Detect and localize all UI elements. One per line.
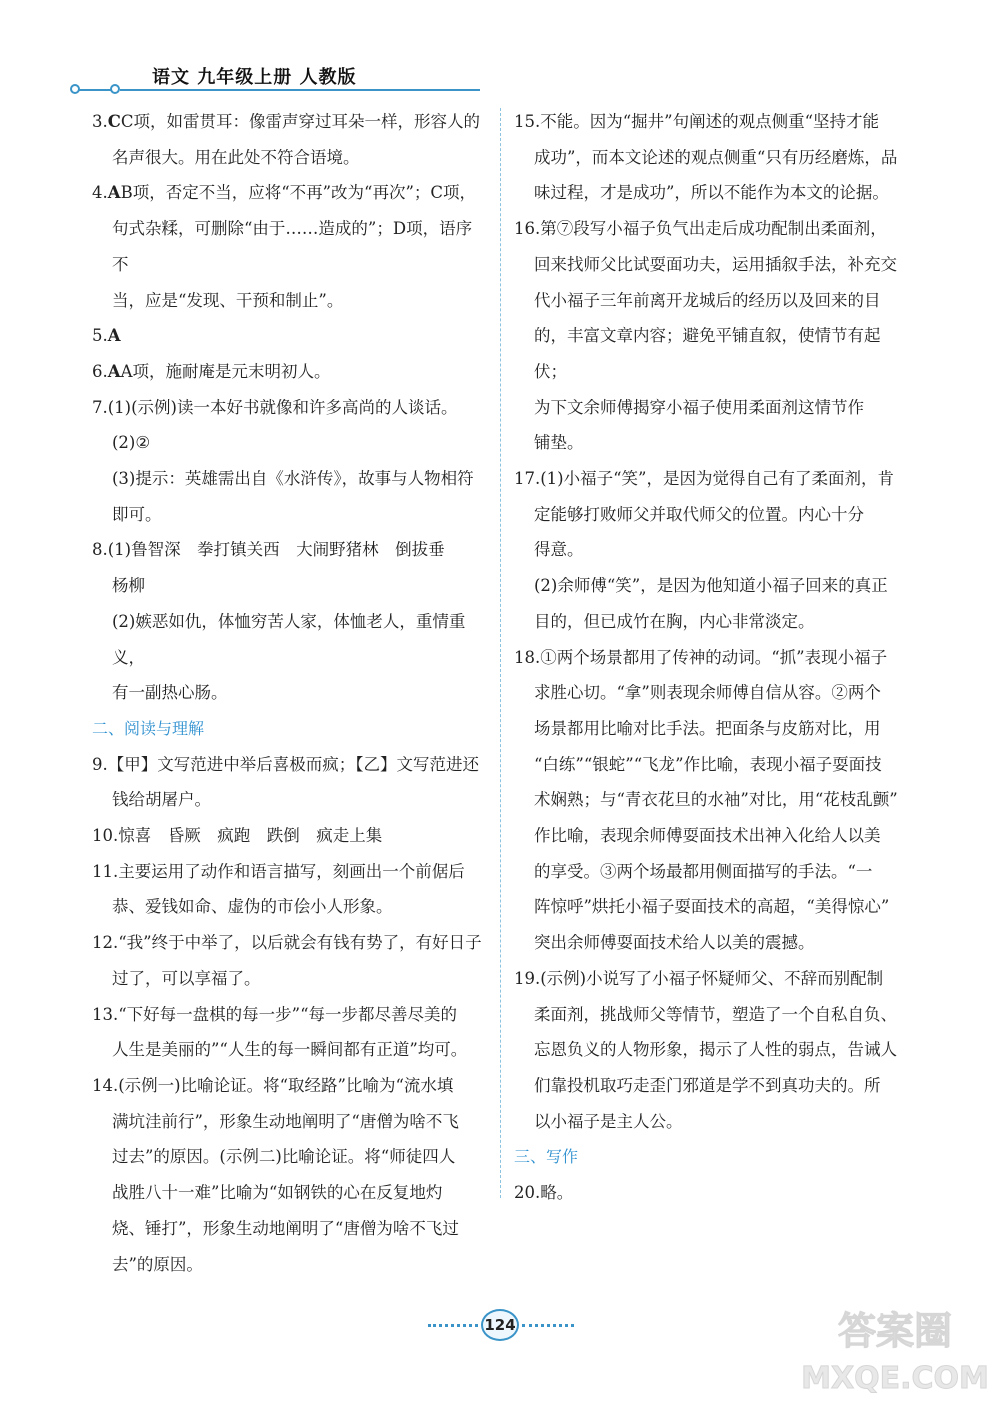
question-number: 10. — [92, 826, 119, 846]
answer-text: 术娴熟；与“青衣花旦的水袖”对比，用“花枝乱颤” — [534, 790, 898, 810]
header-ornament — [70, 84, 80, 94]
watermark-logo — [800, 1300, 990, 1396]
section-heading: 二、阅读与理解 — [92, 718, 205, 738]
question-number: 8. — [92, 540, 108, 560]
question-number: 5. — [92, 326, 108, 346]
answer-text: 代小福子三年前离开龙城后的经历以及回来的目 — [534, 290, 881, 310]
answer-text: 过了，可以享福了。 — [112, 968, 261, 988]
answer-text: (2)嫉恶如仇，体恤穷苦人家，体恤老人，重情重义， — [112, 611, 466, 667]
question-15 — [514, 104, 910, 211]
question-20 — [514, 1175, 910, 1211]
answer-text: 铺垫。 — [534, 433, 584, 453]
answer-text: 名声很大。用在此处不符合语境。 — [112, 147, 360, 167]
question-number: 17. — [514, 469, 541, 489]
answer-letter: A — [107, 183, 121, 203]
question-12 — [92, 925, 488, 996]
question-number: 9. — [92, 754, 108, 774]
answer-text: 作比喻，表现余师傅耍面技术出神入化给人以美 — [534, 826, 881, 846]
answer-text: (示例)小说写了小福子怀疑师父、不辞而别配制 — [540, 968, 884, 988]
answer-text: 惊喜 昏厥 疯跑 跌倒 疯走上集 — [118, 826, 383, 846]
answer-text: A项，施耐庵是元末明初人。 — [120, 361, 331, 381]
answer-text: 回来找师父比试耍面功夫，运用插叙手法，补充交 — [534, 254, 897, 274]
answer-text: B项，否定不当，应将“不再”改为“再次”；C项， — [120, 183, 477, 203]
answer-text: 句式杂糅，可删除“由于……造成的”；D项，语序不 — [112, 219, 473, 274]
question-number: 7. — [92, 397, 108, 417]
answer-text: 第⑦段写小福子负气出走后成功配制出柔面剂， — [540, 219, 887, 239]
header-title: 语文 九年级上册 人教版 — [152, 67, 357, 88]
answer-text: 杨柳 — [112, 576, 145, 596]
answer-text: 恭、爱钱如命、虚伪的市侩小人形象。 — [112, 897, 393, 917]
question-18 — [514, 640, 910, 961]
answer-text: 人生是美丽的”“人生的每一瞬间都有正道”均可。 — [112, 1040, 468, 1060]
question-11 — [92, 854, 488, 925]
answer-text: 满坑洼前行”，形象生动地阐明了“唐僧为啥不飞 — [112, 1111, 459, 1131]
answer-letter: A — [107, 326, 121, 346]
header-ornament — [110, 84, 120, 94]
question-6 — [92, 354, 488, 390]
column-divider — [500, 108, 501, 1198]
answer-text: 的，丰富文章内容；避免平铺直叙，使情节有起伏； — [534, 326, 881, 381]
answer-text: (1)(示例)读一本好书就像和许多高尚的人谈话。 — [107, 397, 458, 417]
question-number: 14. — [92, 1075, 119, 1095]
question-4 — [92, 175, 488, 318]
answer-text: (2)② — [112, 433, 151, 453]
answer-text: 突出余师傅耍面技术给人以美的震撼。 — [534, 933, 815, 953]
question-number: 19. — [514, 968, 541, 988]
page-header — [0, 55, 1000, 105]
answer-text: C项，如雷贯耳：像雷声穿过耳朵一样，形容人的 — [120, 112, 481, 131]
header-rule — [120, 89, 480, 91]
answer-text: 去”的原因。 — [112, 1254, 203, 1274]
answer-text: (1)鲁智深 拳打镇关西 大闹野猪林 倒拔垂 — [107, 540, 445, 560]
question-number: 6. — [92, 361, 108, 381]
question-number: 3. — [92, 112, 108, 131]
answer-text: 当，应是“发现、干预和制止”。 — [112, 290, 344, 310]
answer-text: 过去”的原因。(示例二)比喻论证。将“师徒四人 — [112, 1147, 456, 1167]
answer-text: “下好每一盘棋的每一步”“每一步都尽善尽美的 — [118, 1004, 458, 1024]
question-13 — [92, 997, 488, 1068]
answer-text: (示例一)比喻论证。将“取经路”比喻为“流水填 — [118, 1075, 454, 1095]
answer-text: 即可。 — [112, 504, 162, 524]
answer-text: 们靠投机取巧走歪门邪道是学不到真功夫的。所 — [534, 1075, 881, 1095]
answer-text: 目的，但已成竹在胸，内心非常淡定。 — [534, 611, 815, 631]
answer-text: (1)小福子“笑”，是因为觉得自己有了柔面剂，肯 — [540, 469, 894, 489]
question-16 — [514, 211, 910, 461]
question-9 — [92, 747, 488, 818]
answer-text: 烧、锤打”，形象生动地阐明了“唐僧为啥不飞过 — [112, 1218, 459, 1238]
answer-text: 主要运用了动作和语言描写，刻画出一个前倨后 — [118, 861, 465, 881]
answer-text: 不能。因为“掘井”句阐述的观点侧重“坚持才能 — [540, 112, 880, 131]
question-number: 16. — [514, 219, 541, 239]
answer-text: 略。 — [540, 1183, 574, 1203]
footer-dots — [428, 1324, 478, 1327]
header-rule — [78, 89, 112, 91]
answer-text: 为下文余师傅揭穿小福子使用柔面剂这情节作 — [534, 397, 864, 417]
answer-text: 战胜八十一难”比喻为“如钢铁的心在反复地灼 — [112, 1183, 443, 1203]
answer-text: 定能够打败师父并取代师父的位置。内心十分 — [534, 504, 864, 524]
answer-text: 有一副热心肠。 — [112, 683, 228, 703]
answer-text: (2)余师傅“笑”，是因为他知道小福子回来的真正 — [534, 576, 888, 596]
answer-text: 成功”，而本文论述的观点侧重“只有历经磨炼，品 — [534, 147, 898, 167]
question-number: 20. — [514, 1183, 541, 1203]
question-number: 15. — [514, 112, 541, 131]
right-column — [514, 104, 910, 1211]
watermark-top: 答案圈 — [837, 1309, 953, 1353]
question-number: 18. — [514, 647, 541, 667]
question-number: 11. — [92, 861, 119, 881]
answer-text: 阵惊呼”烘托小福子耍面技术的高超，“美得惊心” — [534, 897, 890, 917]
answer-text: 求胜心切。“拿”则表现余师傅自信从容。②两个 — [534, 683, 881, 703]
answer-text: 钱给胡屠户。 — [112, 790, 211, 810]
answer-letter: A — [107, 361, 121, 381]
answer-text: “白练”“银蛇”“飞龙”作比喻，表现小福子耍面技 — [534, 754, 882, 774]
watermark-bottom: MXQE.COM — [801, 1361, 989, 1396]
question-14 — [92, 1068, 488, 1282]
answer-text: 味过程，才是成功”，所以不能作为本文的论据。 — [534, 183, 889, 203]
answer-text: 柔面剂，挑战师父等情节，塑造了一个自私自负、 — [534, 1004, 897, 1024]
question-19 — [514, 961, 910, 1140]
question-7 — [92, 390, 488, 533]
question-5 — [92, 318, 488, 354]
question-number: 12. — [92, 933, 119, 953]
page-number: 124 — [481, 1309, 519, 1341]
answer-text: 的享受。③两个场最都用侧面描写的手法。“一 — [534, 861, 873, 881]
question-17 — [514, 461, 910, 640]
answer-text: 以小福子是主人公。 — [534, 1111, 683, 1131]
answer-text: 【甲】文写范进中举后喜极而疯；【乙】文写范进还 — [107, 754, 479, 774]
footer-dots — [522, 1324, 574, 1327]
question-10 — [92, 818, 488, 854]
answer-letter: C — [107, 112, 121, 131]
section-heading: 三、写作 — [514, 1147, 579, 1167]
question-8 — [92, 532, 488, 711]
answer-text: 得意。 — [534, 540, 584, 560]
left-column — [92, 104, 488, 1282]
question-3 — [92, 104, 488, 175]
answer-text: 忘恩负义的人物形象，揭示了人性的弱点，告诫人 — [534, 1040, 897, 1060]
question-number: 13. — [92, 1004, 119, 1024]
answer-text: “我”终于中举了，以后就会有钱有势了，有好日子 — [118, 933, 482, 953]
answer-text: ①两个场景都用了传神的动词。“抓”表现小福子 — [540, 647, 888, 667]
question-number: 4. — [92, 183, 108, 203]
answer-text: 场景都用比喻对比手法。把面条与皮筋对比，用 — [534, 718, 881, 738]
answer-text: (3)提示：英雄需出自《水浒传》，故事与人物相符 — [112, 469, 474, 489]
